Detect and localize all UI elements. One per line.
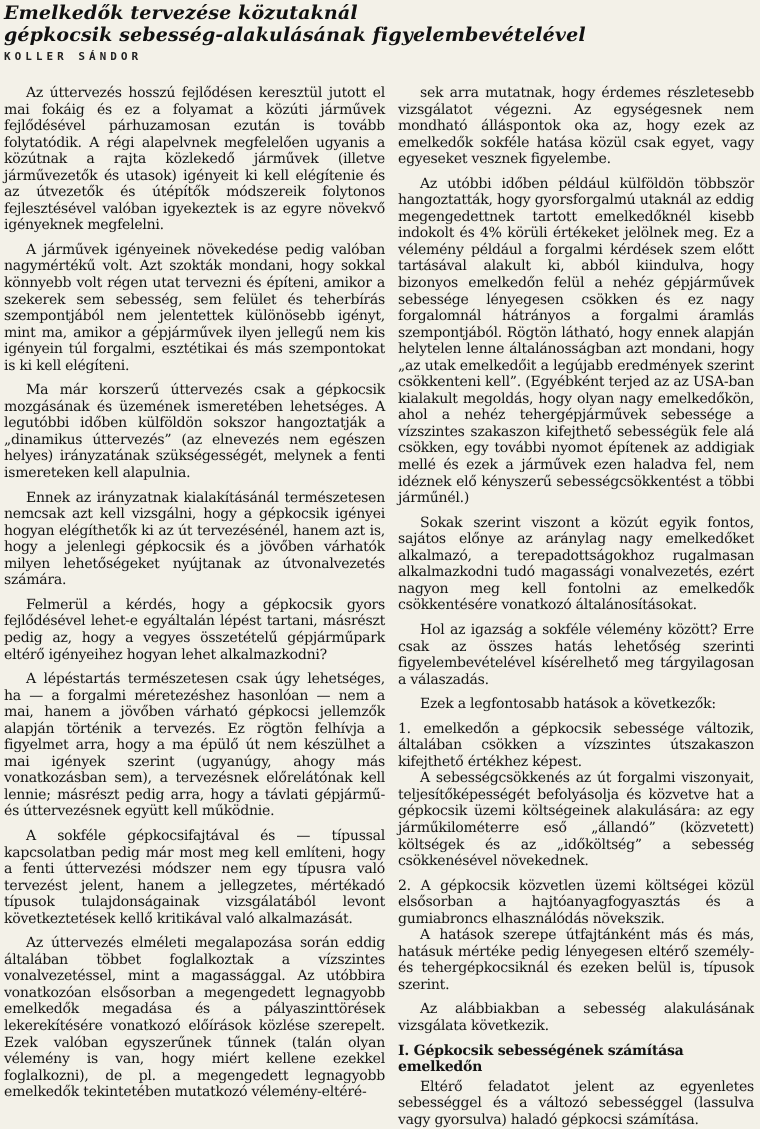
paragraph: Hol az igazság a sokféle vélemény között? Erre csak az összes hatás lehetőség szerinti figyelembevételével kísérelhető meg tárgyilagosan a válaszadás.	[398, 621, 754, 688]
paragraph: Az utóbbi időben például külföldön többször hangoztatták, hogy gyorsforgalmú utaknál az eddig megengedettnek tartott emelkedőknél kisebb indokolt és 4% körüli értékeket jelölnek meg. Ez a vélemény például a forgalmi kérdések szem előtt tartásával alakult ki, abból kiindulva, hogy bizonyos emelkedőn felül a nehéz gépjárművek sebessége lényegesen csökken és ez nagy forgalomnál hátrányos a forgalmi áramlás szempontjából. Rögtön látható, hogy ennek alapján helytelen lenne általánosságban azt mondani, hogy „az utak emelkedőit a legújabb eredmények szerint csökkenteni kell”. (Egyébként terjed az az USA-ban kialakult megoldás, hogy olyan nagy emelkedőkön, ahol a nehéz tehergépjárművek sebessége a vízszintes szakaszon kifejthető sebességük fele alá csökken, egy további nyomot építenek az addigiak mellé és ezek a járművek ezen haladva fel, nem idéznek elő kényszerű sebességcsökkentést a többi járműnél.)	[398, 175, 754, 507]
effects-list	[398, 721, 754, 771]
paragraph: A sebességcsökkenés az út forgalmi viszonyait, teljesítőképességét befolyásolja és közvetve hat a gépkocsik üzemi költségeinek alakulására: az egy járműkilométerre eső „állandó” (közvetett) költségek és az „időköltség” a sebesség csökkenésével növekednek.	[398, 770, 754, 870]
paragraph: A lépéstartás természetesen csak úgy lehetséges, ha — a forgalmi méretezéshez hasonlóan — nem a mai, hanem a jövőben várható gépkocsi jellemzők alapján történik a tervezés. Ez rögtön felhívja a figyelmet arra, hogy a ma épülő út nem készülhet a mai igények szerint (ugyanúgy, ahogy más vonatkozásban sem), a tervezésnek előrelátónak kell lennie; másrészt pedig arra, hogy a távlati gépjármű- és úttervezésnek együtt kell működnie.	[4, 671, 385, 820]
paragraph: sek arra mutatnak, hogy érdemes részletesebb vizsgálatot végezni. Az egységesnek nem mondható álláspontok oka az, hogy ezek az emelkedők sokféle hatása közül csak egyet, vagy egyeseket vesznek figyelembe.	[398, 85, 754, 168]
effects-list	[398, 878, 754, 928]
list-item: 2. A gépkocsik közvetlen üzemi költségei közül elsősorban a hajtóanyagfogyasztás és a gumiabroncs elhasználódás növekszik.	[398, 877, 754, 927]
paragraph: Eltérő feladatot jelent az egyenletes sebességgel és a változó sebességgel (lassulva vagy gyorsulva) haladó gépkocsi számítása.	[398, 1078, 754, 1129]
paragraph: Sokak szerint viszont a közút egyik fontos, sajátos előnye az aránylag nagy emelkedőket alkalmazó, a terepadottságokhoz rugalmasan alkalmazkodni tudó magassági vonalvezetés, ezért nagyon meg kell fontolni az emelkedők csökkentésére vonatkozó általánosításokat.	[398, 514, 754, 614]
paragraph: A sokféle gépkocsifajtával és — típussal kapcsolatban pedig már most meg kell említeni, hogy a fenti úttervezési módszer nem egy típusra való tervezést jelent, hanem a jellegzetes, mértékadó típusok tulajdonságainak vizsgálatából levont következtetések kellő kritikával való alkalmazását.	[4, 827, 385, 927]
title-line-2: gépkocsik sebesség-alakulásának figyelembevételével	[4, 24, 586, 46]
paragraph: Ma már korszerű úttervezés csak a gépkocsik mozgásának és üzemének ismeretében lehetséges. A legutóbbi időben külföldön sokszor hangoztatják a „dinamikus úttervezés” (az elnevezés nem egészen helyes) irányzatának szükségességét, melynek a fenti ismereteken kell alapulnia.	[4, 382, 385, 482]
left-column	[4, 85, 385, 1102]
paragraph: Az úttervezés elméleti megalapozása során eddig általában többet foglalkoztak a vízszintes vonalvezetéssel, mint a magassággal. Az utóbbira vonatkozóan elsősorban a megengedett legnagyobb emelkedők megadása és a pályaszinttörések lekerekítésére vonatkozó előírások közlése szerepelt. Ezek valóban egyszerűnek tűnnek (talán olyan vélemény is van, hogy miért kellene ezekkel foglalkozni), de pl. a megengedett legnagyobb emelkedők tekintetében mutatkozó vélemény-eltéré-	[4, 935, 385, 1101]
column-divider	[389, 92, 390, 1082]
paragraph: A hatások szerepe útfajtánként más és más, hatásuk mértéke pedig lényegesen eltérő személy- és tehergépkocsiknál és ezeken belül is, típusok szerint.	[398, 927, 754, 993]
section-heading: I. Gépkocsik sebességének számítása emelkedőn	[398, 1042, 684, 1075]
paragraph: Az alábbiakban a sebesség alakulásának vizsgálata következik.	[398, 1001, 754, 1034]
paragraph: Ennek az irányzatnak kialakításánál természetesen nemcsak azt kell vizsgálni, hogy a gépkocsik igényei hogyan elégíthetők ki az út tervezésénél, hanem azt is, hogy a jelenlegi gépkocsik és a jövőben várhatók milyen lehetőségeket nyújtanak az útvonalvezetés számára.	[4, 489, 385, 589]
article-title	[4, 2, 752, 46]
paragraph: Az úttervezés hosszú fejlődésen keresztül jutott el mai fokáig és ez a folyamat a közúti járművek fejlődésével párhuzamosan ezután is tovább folytatódik. A régi alapelvnek megfelelően ugyanis a közútnak a rajta közlekedő járművek (illetve járművezetők és utasok) igényeit ki kell elégítenie és az útvezetők és útépítők módszereik folytonos fejlesztésével valóban igyekeztek is az egyre növekvő igényeknek megfelelni.	[4, 85, 385, 234]
list-item: 1. emelkedőn a gépkocsik sebessége változik, általában csökken a vízszintes útszakaszon kifejthető értékhez képest.	[398, 720, 754, 770]
paragraph: Ezek a legfontosabb hatások a következők:	[420, 696, 716, 713]
author-name: KOLLER SÁNDOR	[4, 50, 143, 63]
right-column	[398, 85, 754, 1129]
article-columns	[4, 85, 754, 1129]
paragraph: Felmerül a kérdés, hogy a gépkocsik gyors fejlődésével lehet-e egyáltalán lépést tartani, másrészt pedig az, hogy a vegyes összetételű gépjárműpark eltérő igényeihez hogyan lehet alkalmazkodni?	[4, 596, 385, 663]
paragraph: A járművek igényeinek növekedése pedig valóban nagymértékű volt. Azt szokták mondani, hogy sokkal könnyebb volt régen utat tervezni és építeni, amikor a szekerek sem sebesség, sem felület és teherbírás szempontjából nem jelentettek különösebb igényt, mint ma, amikor a gépjárművek ilyen jellegű nem kis igényein túl forgalmi, esztétikai és más szempontokat is ki kell elégíteni.	[4, 241, 385, 374]
title-line-1: Emelkedők tervezése közutaknál	[4, 2, 358, 24]
